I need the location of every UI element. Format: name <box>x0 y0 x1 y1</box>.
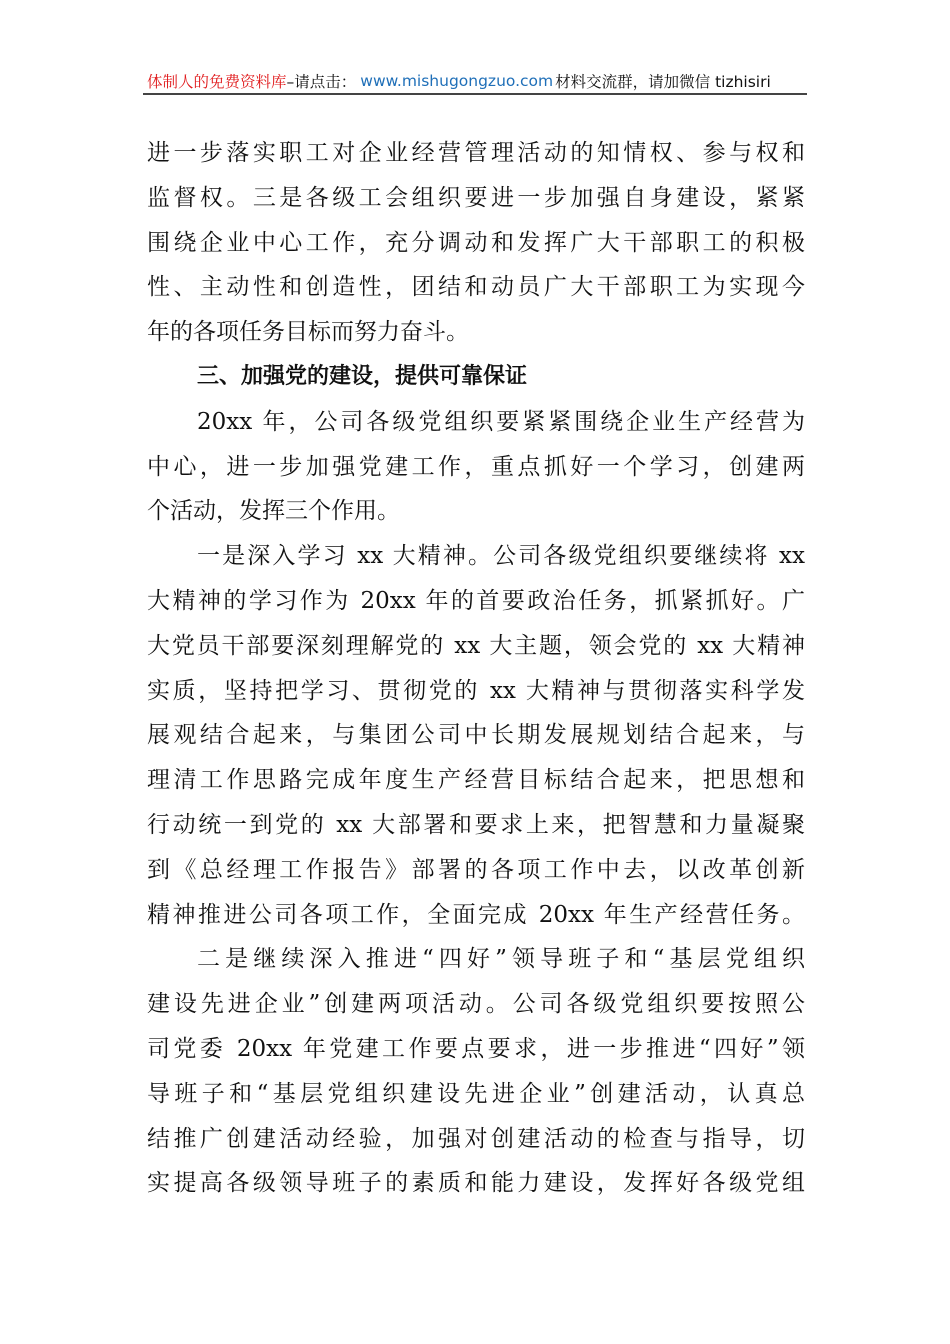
text-line: 行动统一到党的 xx 大部署和要求上来，把智慧和力量凝聚 <box>147 811 805 838</box>
header-brand: 体制人的免费资料库 <box>147 73 287 91</box>
page-header <box>147 70 805 92</box>
text-line: 一是深入学习 xx 大精神。公司各级党组织要继续将 xx <box>197 543 805 570</box>
text-line: 实质，坚持把学习、贯彻党的 xx 大精神与贯彻落实科学发 <box>147 677 805 704</box>
text-line: 建设先进企业”创建两项活动。公司各级党组织要按照公 <box>147 991 805 1018</box>
text-line: 20xx 年，公司各级党组织要紧紧围绕企业生产经营为 <box>197 408 805 435</box>
text-line: 司党委 20xx 年党建工作要点要求，进一步推进“四好”领 <box>147 1035 805 1062</box>
text-line: 结推广创建活动经验，加强对创建活动的检查与指导，切 <box>147 1125 805 1152</box>
text-line: 性、主动性和创造性，团结和动员广大干部职工为实现今 <box>147 274 805 301</box>
text-line: 个活动，发挥三个作用。 <box>147 498 400 525</box>
header-contact: 材料交流群，请加微信 tizhisiri <box>555 73 771 91</box>
text-line: 精神推进公司各项工作，全面完成 20xx 年生产经营任务。 <box>147 901 805 928</box>
text-line: 监督权。三是各级工会组织要进一步加强自身建设，紧紧 <box>147 184 805 211</box>
text-line: 实提高各级领导班子的素质和能力建设，发挥好各级党组 <box>147 1170 805 1197</box>
text-line: 年的各项任务目标而努力奋斗。 <box>147 319 469 346</box>
text-line: 展观结合起来，与集团公司中长期发展规划结合起来，与 <box>147 722 805 749</box>
header-prompt: –请点击： <box>286 73 357 91</box>
text-line: 导班子和“基层党组织建设先进企业”创建活动，认真总 <box>147 1080 805 1107</box>
section-heading: 三、加强党的建设，提供可靠保证 <box>197 363 528 389</box>
text-line: 到《总经理工作报告》部署的各项工作中去，以改革创新 <box>147 856 805 883</box>
text-line: 大党员干部要深刻理解党的 xx 大主题，领会党的 xx 大精神 <box>147 632 805 659</box>
text-line: 围绕企业中心工作，充分调动和发挥广大干部职工的积极 <box>147 229 805 256</box>
document-body <box>147 131 805 1206</box>
text-line: 大精神的学习作为 20xx 年的首要政治任务，抓紧抓好。广 <box>147 587 805 614</box>
text-line: 二是继续深入推进“四好”领导班子和“基层党组织 <box>197 946 805 973</box>
header-divider <box>143 93 807 95</box>
text-line: 进一步落实职工对企业经营管理活动的知情权、参与权和 <box>147 140 805 166</box>
text-line: 中心，进一步加强党建工作，重点抓好一个学习，创建两 <box>147 453 805 480</box>
text-line: 理清工作思路完成年度生产经营目标结合起来，把思想和 <box>147 767 805 794</box>
header-link[interactable]: www.mishugongzuo.com <box>360 72 554 90</box>
